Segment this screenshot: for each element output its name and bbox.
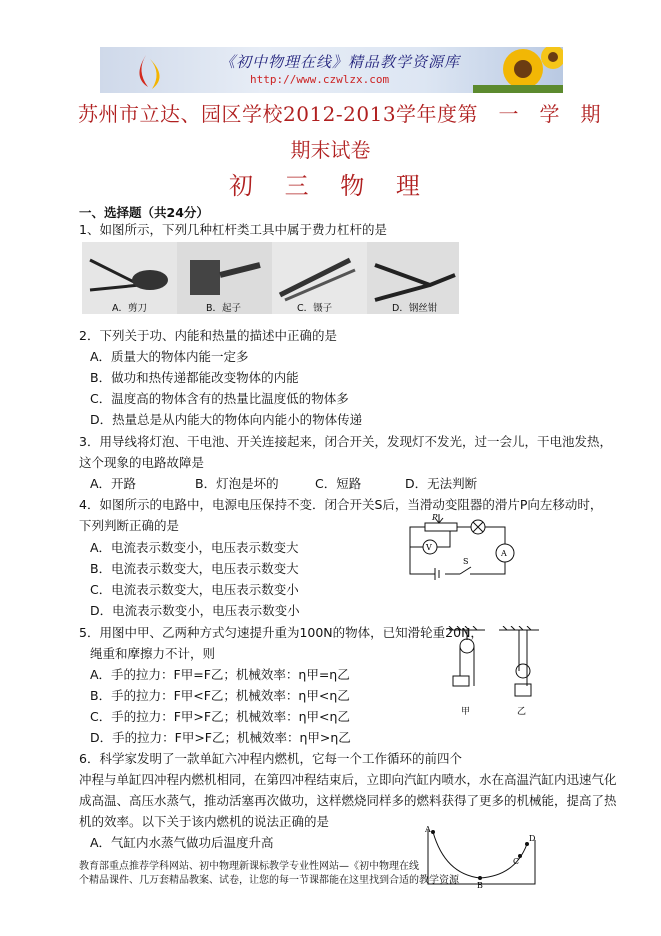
track-point-d: D	[529, 834, 536, 843]
question-4-stem-line2: 下列判断正确的是	[79, 518, 180, 533]
q1-option-b: B．起子	[206, 303, 242, 314]
q2-option-a: A．质量大的物体内能一定多	[90, 349, 249, 364]
question-3-stem-line1: 3．用导线将灯泡、干电池、开关连接起来，闭合开关，发现灯不发光，过一会儿，干电池发热，	[79, 434, 612, 449]
track-point-c: C	[513, 857, 520, 866]
site-logo-icon	[118, 47, 178, 93]
school-title: 苏州市立达、园区学校2012-2013学年度第 一 学 期	[78, 102, 602, 126]
question-6-line2: 冲程与单缸四冲程内燃机相同，在第四冲程结束后，立即向汽缸内喷水，水在高温汽缸内迅速气化	[79, 772, 617, 787]
q4-option-a: A．电流表示数变小，电压表示数变大	[90, 540, 299, 555]
slider-p-label: P	[432, 513, 438, 522]
q3-option-a: A．开路	[90, 476, 137, 491]
q3-option-d: D．无法判断	[405, 476, 478, 491]
q3-option-b: B．灯泡是坏的	[195, 476, 279, 491]
header-banner	[100, 47, 563, 93]
q1-option-a: A．剪刀	[112, 303, 147, 314]
q4-option-b: B．电流表示数变大，电压表示数变大	[90, 561, 299, 576]
question-1-stem: 1、如图所示，下列几种杠杆类工具中属于费力杠杆的是	[79, 222, 387, 237]
q6-option-a: A．气缸内水蒸气做功后温度升高	[90, 835, 274, 850]
footer-text: 教育部重点推荐学科网站、初中物理新课标教学专业性网站—《初中物理在线	[79, 861, 419, 872]
question-5-stem-line2: 绳重和摩擦力不计，则	[90, 646, 216, 661]
track-point-b: B	[477, 881, 483, 888]
exam-title: 期末试卷	[290, 138, 371, 162]
circuit-diagram	[405, 512, 525, 584]
q4-option-c: C．电流表示数变大，电压表示数变小	[90, 582, 299, 597]
track-point-a: A	[425, 826, 431, 834]
q1-option-c: C．镊子	[297, 303, 333, 314]
pulley-diagram	[447, 626, 542, 721]
switch-s-label: S	[463, 557, 469, 566]
question-2-stem: 2．下列关于功、内能和热量的描述中正确的是	[79, 328, 337, 343]
section-heading: 一、选择题（共24分）	[79, 205, 209, 220]
banner-url[interactable]: http://www.czwlzx.com	[250, 73, 390, 86]
voltmeter-label: V	[426, 543, 432, 552]
subject-title: 初 三 物 理	[229, 172, 432, 200]
question-6-line4: 机的效率。以下关于该内燃机的说法正确的是	[79, 814, 330, 829]
question-4-stem-line1: 4．如图所示的电路中，电源电压保持不变．闭合开关S后，当滑动变阻器的滑片P向左移动时，	[79, 497, 603, 512]
question-5-stem-line1: 5．用图中甲、乙两种方式匀速提升重为100N的物体，已知滑轮重20N，	[79, 625, 483, 640]
question-6-line3: 成高温、高压水蒸气，推动活塞再次做功，这样燃烧同样多的燃料获得了更多的机械能，提高了热	[79, 793, 617, 808]
banner-title: 《初中物理在线》精品教学资源库	[220, 53, 461, 71]
q5-option-d: D．手的拉力：F甲>F乙；机械效率：η甲>η乙	[90, 730, 351, 745]
q2-option-c: C．温度高的物体含有的热量比温度低的物体多	[90, 391, 349, 406]
q2-option-b: B．做功和热传递都能改变物体的内能	[90, 370, 299, 385]
footer-text-tail: 个精品课件、几万套精品教案、试卷，让您的每一节课都能在这里找到合适的教学资源	[79, 875, 459, 886]
q5-option-a: A．手的拉力：F甲=F乙；机械效率：η甲=η乙	[90, 667, 350, 682]
pulley-label-yi: 乙	[517, 707, 527, 717]
ammeter-label: A	[501, 549, 507, 558]
pulley-label-jia: 甲	[461, 707, 471, 717]
q3-option-c: C．短路	[315, 476, 362, 491]
q4-option-d: D．电流表示数变小，电压表示数变小	[90, 603, 300, 618]
q5-option-c: C．手的拉力：F甲>F乙；机械效率：η甲<η乙	[90, 709, 350, 724]
question-6-line1: 6．科学家发明了一款单缸六冲程内燃机，它每一个工作循环的前四个	[79, 751, 462, 766]
q2-option-d: D．热量总是从内能大的物体向内能小的物体传递	[90, 412, 363, 427]
question-3-stem-line2: 这个现象的电路故障是	[79, 455, 205, 470]
q1-option-d: D．钢丝钳	[392, 303, 438, 314]
q5-option-b: B．手的拉力：F甲<F乙；机械效率：η甲<η乙	[90, 688, 350, 703]
sunflower-image	[473, 47, 563, 93]
